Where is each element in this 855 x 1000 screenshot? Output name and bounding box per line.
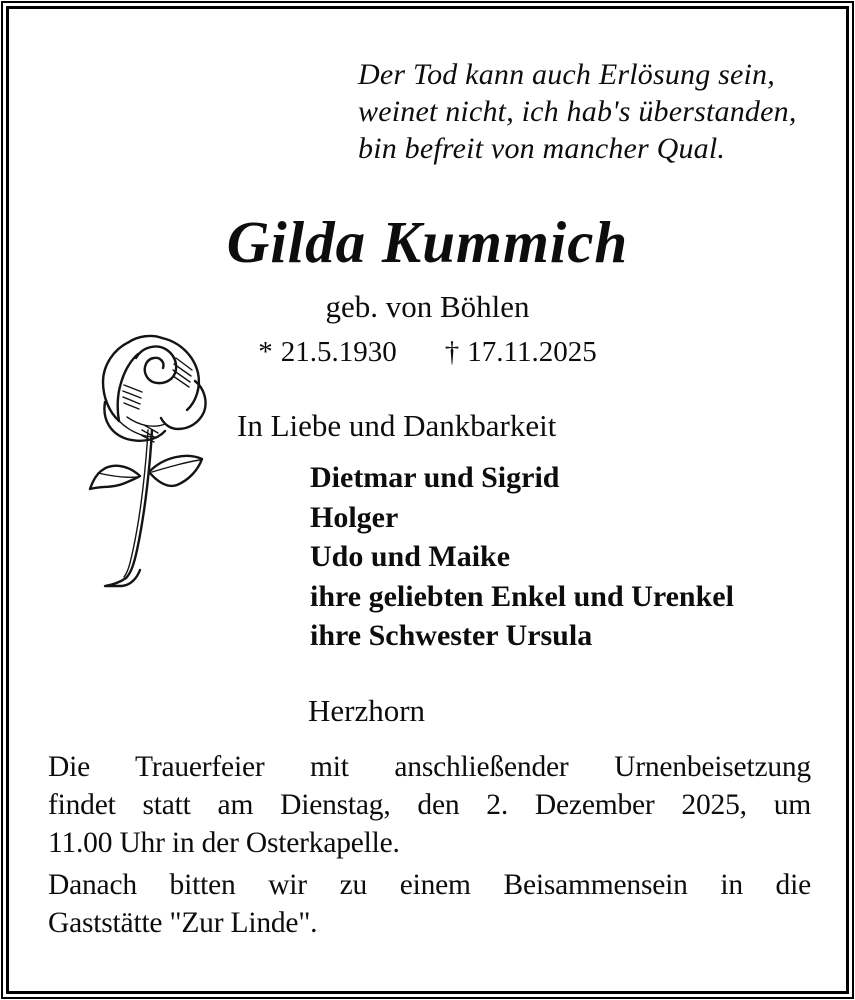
funeral-info-line-3: 11.00 Uhr in der Osterkapelle. xyxy=(48,827,400,859)
birth-star-icon: * xyxy=(258,336,273,368)
birth-date-group xyxy=(258,334,397,370)
reception-info-paragraph xyxy=(48,866,811,942)
epitaph-quote-line-2: weinet nicht, ich hab's überstanden, xyxy=(358,95,797,128)
maiden-name: geb. von Böhlen xyxy=(325,289,530,324)
mourner-line-4: ihre geliebten Enkel und Urenkel xyxy=(310,579,734,613)
mourner-line-3: Udo und Maike xyxy=(310,540,511,573)
epitaph-quote-line-3: bin befreit von mancher Qual. xyxy=(358,132,726,165)
place-name: Herzhorn xyxy=(308,693,426,728)
mourner-line-5: ihre Schwester Ursula xyxy=(310,619,593,652)
rose-illustration xyxy=(84,327,218,591)
death-date-value: 17.11.2025 xyxy=(467,336,597,368)
birth-date-value: 21.5.1930 xyxy=(280,336,397,368)
death-cross-icon: † xyxy=(444,336,460,368)
mourner-line-1: Dietmar und Sigrid xyxy=(310,461,560,494)
funeral-info-line-2: findet statt am Dienstag, den 2. Dezember 2025, um xyxy=(48,789,811,821)
funeral-info-line-1: Die Trauerfeier mit anschließender Urnenbeisetzung xyxy=(48,751,811,783)
reception-info-line-2: Gaststätte "Zur Linde". xyxy=(48,907,318,939)
death-date-group xyxy=(445,334,597,370)
mourners-list xyxy=(310,458,734,656)
funeral-info-paragraph xyxy=(48,748,811,862)
epitaph-quote-line-1: Der Tod kann auch Erlösung sein, xyxy=(358,58,775,91)
epitaph-quote xyxy=(358,56,797,167)
tribute-intro: In Liebe und Dankbarkeit xyxy=(237,408,557,443)
mourner-line-2: Holger xyxy=(310,500,399,534)
reception-info-line-1: Danach bitten wir zu einem Beisammensein in die xyxy=(48,869,811,901)
deceased-name: Gilda Kummich xyxy=(226,209,629,275)
